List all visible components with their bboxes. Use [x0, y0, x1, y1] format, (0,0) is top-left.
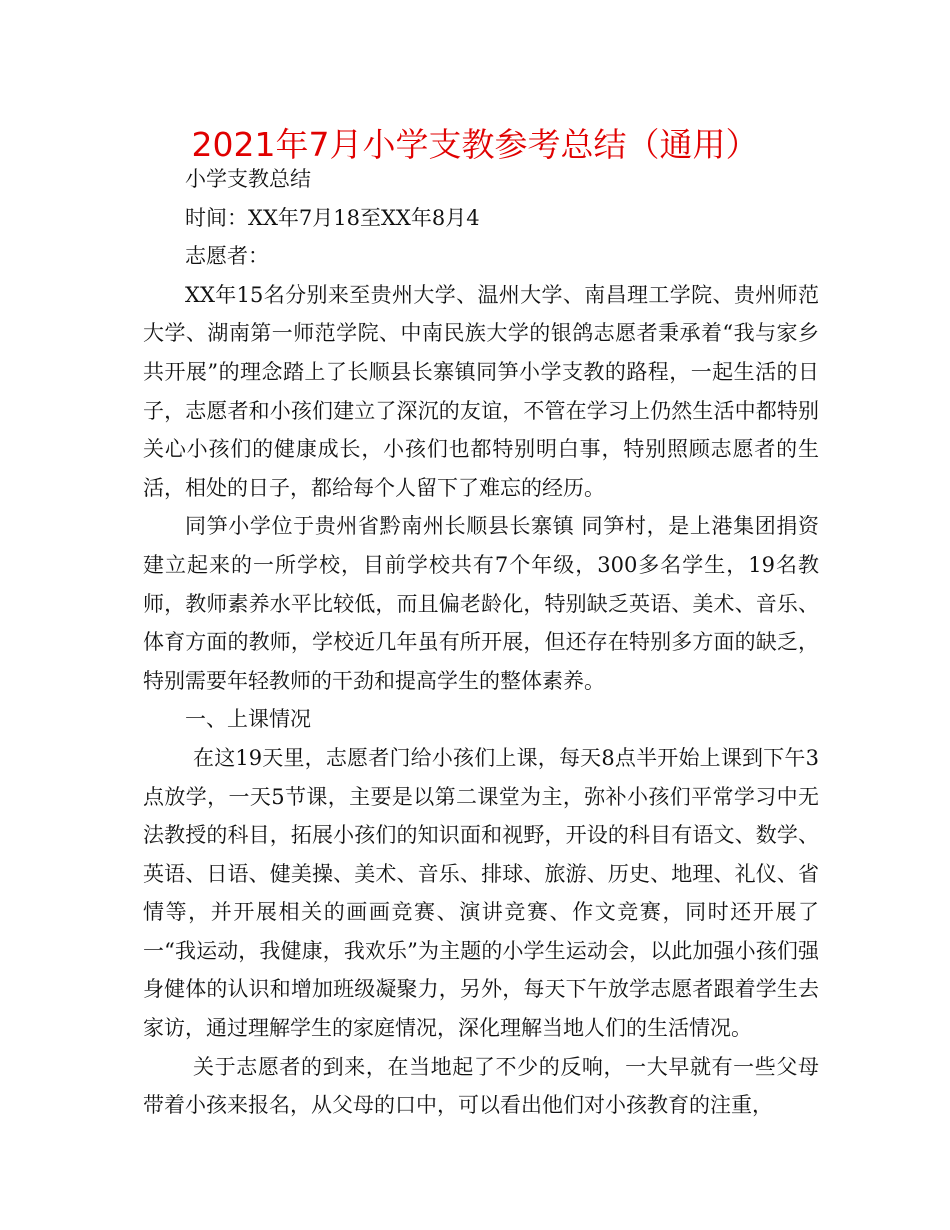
paragraph-classes: 在这19天里，志愿者门给小孩们上课，每天8点半开始上课到下午3点放学，一天5节课，主要是以第二课堂为主，弥补小孩们平常学习中无法教授的科目，拓展小孩们的知识面和视野，开设的科目有语文、数学、英语、日语、健美操、美术、音乐、排球、旅游、历史、地理、礼仪、省情等，并开展相关的画画竞赛、演讲竞赛、作文竞赛，同时还开展了一“我运动，我健康，我欢乐”为主题的小学生运动会，以此加强小孩们强身健体的认识和增加班级凝聚力，另外，每天下午放学志愿者跟着学生去家访，通过理解学生的家庭情况，深化理解当地人们的生活情况。 — [143, 745, 819, 1041]
paragraph-response: 关于志愿者的到来，在当地起了不少的反响，一大早就有一些父母 带着小孩来报名，从父母的口中，可以看出他们对小孩教育的注重， — [143, 1054, 819, 1118]
volunteers-line: 志愿者： — [185, 244, 269, 269]
document-title: 2021年7月小学支教参考总结（通用） — [191, 125, 759, 164]
paragraph-school: 同笋小学位于贵州省黔南州长顺县长寨镇 同笋村，是上港集团捐资建立起来的一所学校，目前学校共有7个年级，300多名学生，19名教师，教师素养水平比较低，而且偏老龄化，特别缺乏英语、美术、音乐、体育方面的教师，学校近几年虽有所开展，但还存在特别多方面的缺乏，特别需要年轻教师的干劲和提高学生的整体素养。 — [143, 514, 819, 693]
paragraph-intro: XX年15名分别来至贵州大学、温州大学、南昌理工学院、贵州师范大学、湖南第一师范学院、中南民族大学的银鸽志愿者秉承着“我与家乡共开展”的理念踏上了长顺县长寨镇同笋小学支教的路程，一起生活的日子，志愿者和小孩们建立了深沉的友谊，不管在学习上仍然生活中都特别关心小孩们的健康成长，小孩们也都特别明白事，特别照顾志愿者的生活，相处的日子，都给每个人留下了难忘的经历。 — [143, 282, 819, 500]
section-heading-classes: 一、上课情况 — [185, 707, 311, 732]
time-line: 时间：XX年7月18至XX年8月4 — [185, 205, 480, 230]
document-body — [143, 160, 819, 1125]
document-subtitle: 小学支教总结 — [185, 167, 311, 191]
